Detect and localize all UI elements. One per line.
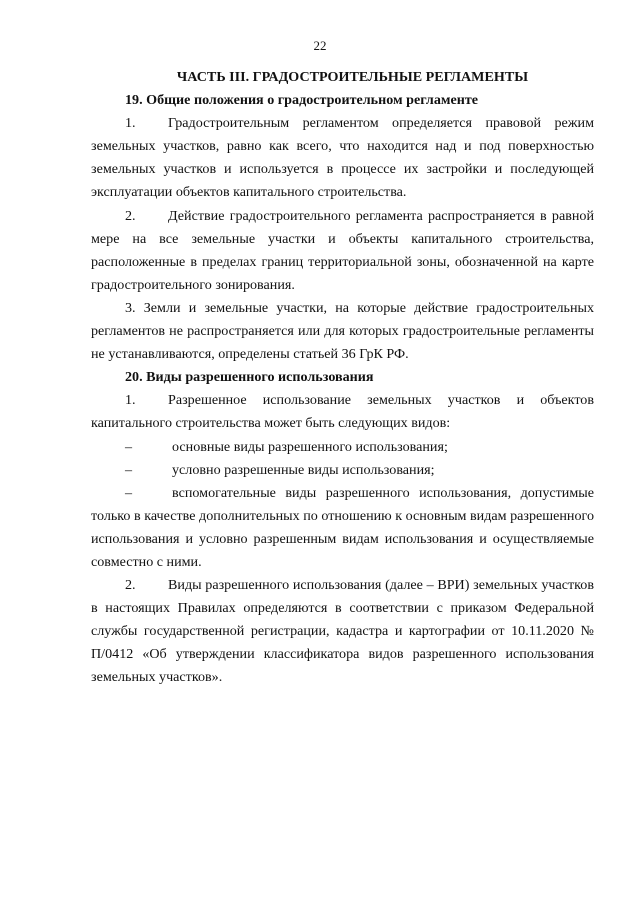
paragraph-text: Разрешенное использование земельных участков и объектов капитального строительства может быть следующих видов:	[91, 392, 594, 432]
paragraph-number: 1.	[125, 115, 136, 132]
paragraph-19-3	[91, 297, 594, 366]
section-19-title: 19. Общие положения о градостроительном регламенте	[125, 92, 479, 109]
paragraph-19-1	[91, 112, 594, 204]
list-item	[91, 482, 594, 574]
paragraph-number: 2.	[125, 577, 136, 594]
paragraph-text: Виды разрешенного использования (далее – ВРИ) земельных участков в настоящих Правилах определяются в соответствии с приказом Федеральной службы государственной регистрации, кадастра и картографии от 10.11.2020 № П/0412 «Об утверждении классификатора видов разрешенного использования земельных участков».	[91, 577, 594, 686]
paragraph-19-2	[91, 205, 594, 297]
list-dash: –	[125, 461, 133, 478]
list-item-text: основные виды разрешенного использования;	[172, 438, 448, 455]
paragraph-number: 1.	[125, 392, 136, 409]
paragraph-number: 2.	[125, 207, 136, 224]
paragraph-20-1	[91, 389, 594, 435]
paragraph-text: 3. Земли и земельные участки, на которые действие градостроительных регламентов не распространяется или для которых градостроительные регламенты не устанавливаются, определены статьей 36 ГрК РФ.	[91, 299, 594, 363]
list-item-text: вспомогательные виды разрешенного использования, допустимые только в качестве дополнительных по отношению к основным видам разрешенного использования и условно разрешенным видам использования и осуществляемые совместно с ними.	[91, 484, 594, 570]
list-item	[91, 459, 594, 482]
paragraph-text: Градостроительным регламентом определяется правовой режим земельных участков, равно как всего, что находится над и под поверхностью земельных участков и используется в процессе их застройки и последующей эксплуатации объектов капитального строительства.	[91, 115, 594, 201]
paragraph-text: Действие градостроительного регламента распространяется в равной мере на все земельные участки и объекты капитального строительства, расположенные в пределах границ территориальной зоны, обозначенной на карте градостроительного зонирования.	[91, 207, 594, 293]
page-content	[91, 66, 594, 690]
paragraph-20-2	[91, 574, 594, 689]
list-item-text: условно разрешенные виды использования;	[172, 461, 435, 478]
page-number: 22	[313, 38, 327, 53]
section-20-title: 20. Виды разрешенного использования	[125, 369, 374, 386]
part-title: ЧАСТЬ III. ГРАДОСТРОИТЕЛЬНЫЕ РЕГЛАМЕНТЫ	[176, 69, 529, 85]
list-item	[91, 436, 594, 459]
list-dash: –	[125, 438, 133, 455]
list-dash: –	[125, 484, 133, 501]
